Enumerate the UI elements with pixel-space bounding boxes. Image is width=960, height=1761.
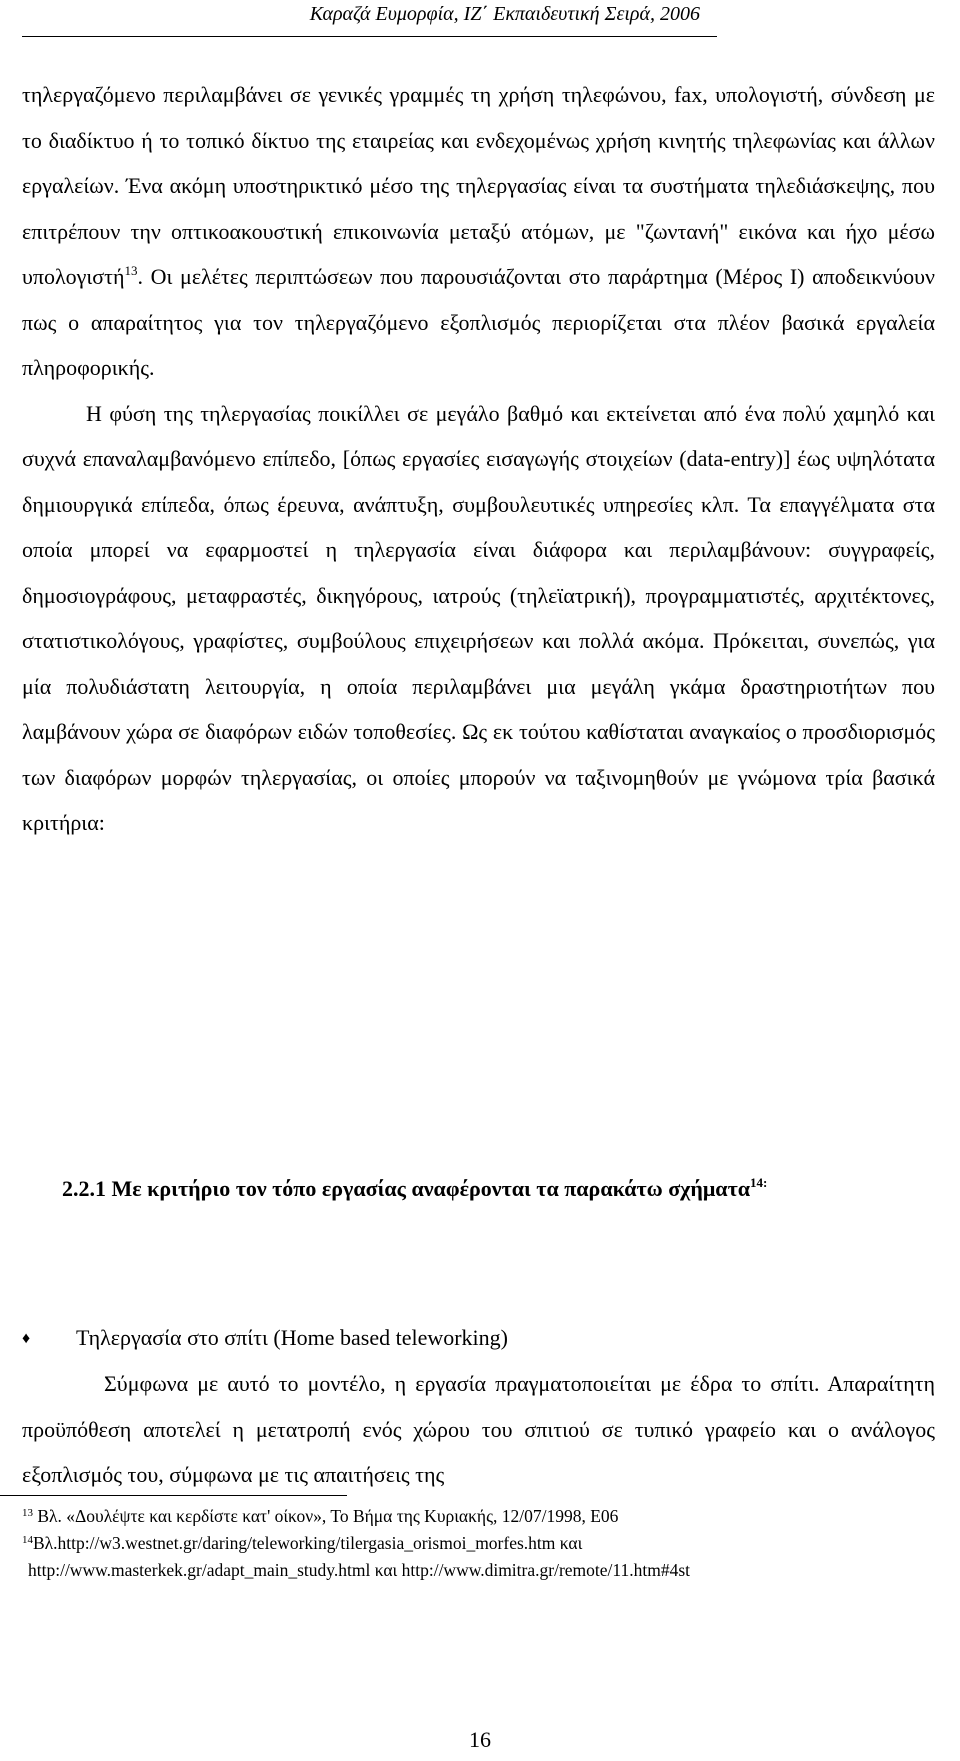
paragraph-1-part-2: . Οι μελέτες περιπτώσεων που παρουσιάζονται στο παράρτημα (Μέρος Ι) αποδεικνύουν πως ο απαραίτητος για τον τηλεργαζόμενο εξοπλισμός περιορίζεται στα πλέον βασικά εργαλεία πληροφορικής. — [22, 264, 935, 380]
bullet-item — [22, 1316, 508, 1361]
footnote-14-continuation[interactable]: http://www.masterkek.gr/adapt_main_study.html και http://www.dimitra.gr/remote/11.htm#4st — [28, 1560, 691, 1580]
footnotes — [22, 1503, 952, 1584]
main-text — [22, 72, 935, 846]
footnote-14 — [22, 1530, 952, 1557]
footnote-number: 13 — [22, 1507, 33, 1519]
section-number: 2.2.1 — [62, 1176, 106, 1201]
footnote-ref-14[interactable]: 14: — [749, 1175, 768, 1190]
footnote-link[interactable]: Βλ.http://w3.westnet.gr/daring/teleworking/tilergasia_orismoi_morfes.htm και — [33, 1533, 583, 1553]
paragraph-1-part-1: τηλεργαζόμενο περιλαμβάνει σε γενικές γραμμές τη χρήση τηλεφώνου, fax, υπολογιστή, σύνδεση με το διαδίκτυο ή το τοπικό δίκτυο της εταιρείας και ενδεχομένως χρήση κινητής τηλεφωνίας και άλλων εργαλείων. Ένα ακόμη υποστηρικτικό μέσο της τηλεργασίας είναι τα συστήματα τηλεδιάσκεψης, που επιτρέπουν την οπτικοακουστική επικοινωνία μεταξύ ατόμων, με "ζωντανή" εικόνα και ήχο μέσω υπολογιστή — [22, 82, 935, 289]
page-number: 16 — [469, 1727, 491, 1752]
bullet-paragraph: Σύμφωνα με αυτό το μοντέλο, η εργασία πραγματοποιείται με έδρα το σπίτι. Απαραίτητη προϋπόθεση αποτελεί η μετατροπή ενός χώρου του σπιτιού σε τυπικό γραφείο και ο ανάλογος εξοπλισμός του, σύμφωνα με τις απαιτήσεις της — [22, 1371, 935, 1487]
footnote-13 — [22, 1503, 952, 1530]
footnote-divider — [0, 1495, 347, 1496]
footnote-number: 14 — [22, 1534, 33, 1546]
section-heading — [22, 1167, 935, 1211]
footnote-text: Βλ. «Δουλέψτε και κερδίστε κατ' οίκον», Το Βήμα της Κυριακής, 12/07/1998, Ε06 — [33, 1506, 619, 1526]
footnote-ref-13[interactable]: 13 — [124, 263, 138, 278]
header-divider — [22, 36, 717, 37]
paragraph-2: Η φύση της τηλεργασίας ποικίλλει σε μεγάλο βαθμό και εκτείνεται από ένα πολύ χαμηλό και συχνά επαναλαμβανόμενο επίπεδο, [όπως εργασίες εισαγωγής στοιχείων (data-entry)] έως υψηλότατα δημιουργικά επίπεδα, όπως έρευνα, ανάπτυξη, συμβουλευτικές υπηρεσίες κλπ. Τα επαγγέλματα στα οποία μπορεί να εφαρμοστεί η τηλεργασία είναι διάφορα και περιλαμβάνουν: συγγραφείς, δημοσιογράφους, μεταφραστές, δικηγόρους, ιατρούς (τηλεϊατρική), προγραμματιστές, αρχιτέκτονες, στατιστικολόγους, γραφίστες, συμβούλους επιχειρήσεων και πολλά ακόμα. Πρόκειται, συνεπώς, για μία πολυδιάστατη λειτουργία, η οποία περιλαμβάνει μια μεγάλη γκάμα δραστηριοτήτων που λαμβάνουν χώρα σε διαφόρων ειδών τοποθεσίες. Ως εκ τούτου καθίσταται αναγκαίος ο προσδιορισμός των διαφόρων μορφών τηλεργασίας, οι οποίες μπορούν να ταξινομηθούν με γνώμονα τρία βασικά κριτήρια: — [22, 400, 935, 835]
paragraph-1 — [22, 72, 935, 391]
diamond-bullet-icon: ♦ — [22, 1330, 31, 1347]
page-header: Καραζά Ευμορφία, ΙΖ΄ Εκπαιδευτική Σειρά, 2006 — [309, 3, 700, 25]
bullet-body — [22, 1361, 935, 1498]
bullet-title: Τηλεργασία στο σπίτι (Home based teleworking) — [76, 1325, 508, 1350]
section-title: Με κριτήριο τον τόπο εργασίας αναφέρονται τα παρακάτω σχήματα — [111, 1176, 750, 1201]
